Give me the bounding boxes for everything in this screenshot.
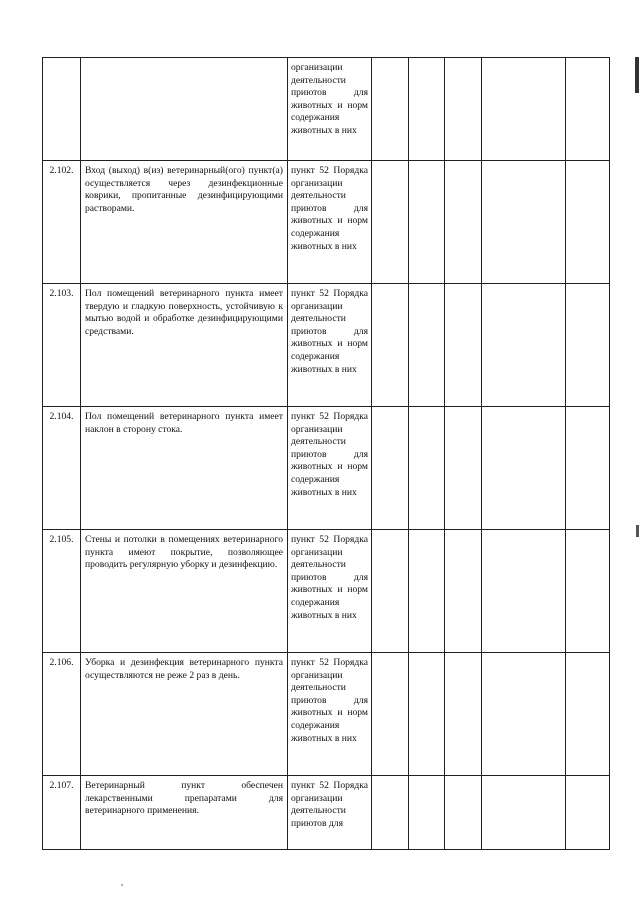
answer-no-cell[interactable] [409,58,445,161]
extra-cell[interactable] [566,530,610,653]
answer-yes-cell[interactable] [372,58,409,161]
answer-no-cell[interactable] [409,776,445,850]
requirement-text: Ветеринарный пункт обеспечен лекарственными препаратами для ветеринарного применения. [81,776,288,850]
answer-yes-cell[interactable] [372,776,409,850]
note-cell[interactable] [482,653,566,776]
legal-reference: организации деятельности приютов для животных и норм содержания животных в них [288,58,372,161]
table-row [43,530,610,653]
answer-no-cell[interactable] [409,653,445,776]
answer-na-cell[interactable] [445,284,482,407]
table-row [43,407,610,530]
requirement-text: Пол помещений ветеринарного пункта имеет твердую и гладкую поверхность, устойчивую к мытью водой и обработке дезинфицирующими средствами. [81,284,288,407]
legal-reference: пункт 52 Порядка организации деятельности приютов для [288,776,372,850]
table-row [43,284,610,407]
answer-na-cell[interactable] [445,161,482,284]
scan-edge-mark [635,57,639,93]
answer-yes-cell[interactable] [372,284,409,407]
note-cell[interactable] [482,161,566,284]
legal-reference: пункт 52 Порядка организации деятельности приютов для животных и норм содержания животных в них [288,407,372,530]
legal-reference: пункт 52 Порядка организации деятельности приютов для животных и норм содержания животных в них [288,653,372,776]
requirement-text: Вход (выход) в(из) ветеринарный(ого) пункт(а) осуществляется через дезинфекционные коврики, пропитанные дезинфицирующими растворами. [81,161,288,284]
answer-yes-cell[interactable] [372,161,409,284]
answer-na-cell[interactable] [445,776,482,850]
checklist-table [42,57,610,850]
requirement-text: Уборка и дезинфекция ветеринарного пункта осуществляются не реже 2 раз в день. [81,653,288,776]
row-number: 2.107. [43,776,81,850]
table-row [43,776,610,850]
note-cell[interactable] [482,284,566,407]
answer-no-cell[interactable] [409,407,445,530]
answer-yes-cell[interactable] [372,530,409,653]
extra-cell[interactable] [566,58,610,161]
scan-speck [121,884,123,886]
legal-reference: пункт 52 Порядка организации деятельности приютов для животных и норм содержания животных в них [288,161,372,284]
answer-yes-cell[interactable] [372,653,409,776]
extra-cell[interactable] [566,407,610,530]
answer-yes-cell[interactable] [372,407,409,530]
extra-cell[interactable] [566,161,610,284]
row-number: 2.104. [43,407,81,530]
answer-na-cell[interactable] [445,58,482,161]
note-cell[interactable] [482,407,566,530]
table-row [43,161,610,284]
row-number: 2.103. [43,284,81,407]
requirement-text [81,58,288,161]
row-number: 2.102. [43,161,81,284]
extra-cell[interactable] [566,776,610,850]
requirement-text: Пол помещений ветеринарного пункта имеет наклон в сторону стока. [81,407,288,530]
answer-no-cell[interactable] [409,284,445,407]
answer-na-cell[interactable] [445,407,482,530]
legal-reference: пункт 52 Порядка организации деятельности приютов для животных и норм содержания животных в них [288,284,372,407]
row-number: 2.105. [43,530,81,653]
note-cell[interactable] [482,58,566,161]
extra-cell[interactable] [566,653,610,776]
row-number: 2.106. [43,653,81,776]
answer-na-cell[interactable] [445,653,482,776]
note-cell[interactable] [482,530,566,653]
table-row [43,58,610,161]
row-number [43,58,81,161]
answer-na-cell[interactable] [445,530,482,653]
requirement-text: Стены и потолки в помещениях ветеринарного пункта имеют покрытие, позволяющее проводить регулярную уборку и дезинфекцию. [81,530,288,653]
legal-reference: пункт 52 Порядка организации деятельности приютов для животных и норм содержания животных в них [288,530,372,653]
answer-no-cell[interactable] [409,530,445,653]
answer-no-cell[interactable] [409,161,445,284]
table-row [43,653,610,776]
note-cell[interactable] [482,776,566,850]
extra-cell[interactable] [566,284,610,407]
